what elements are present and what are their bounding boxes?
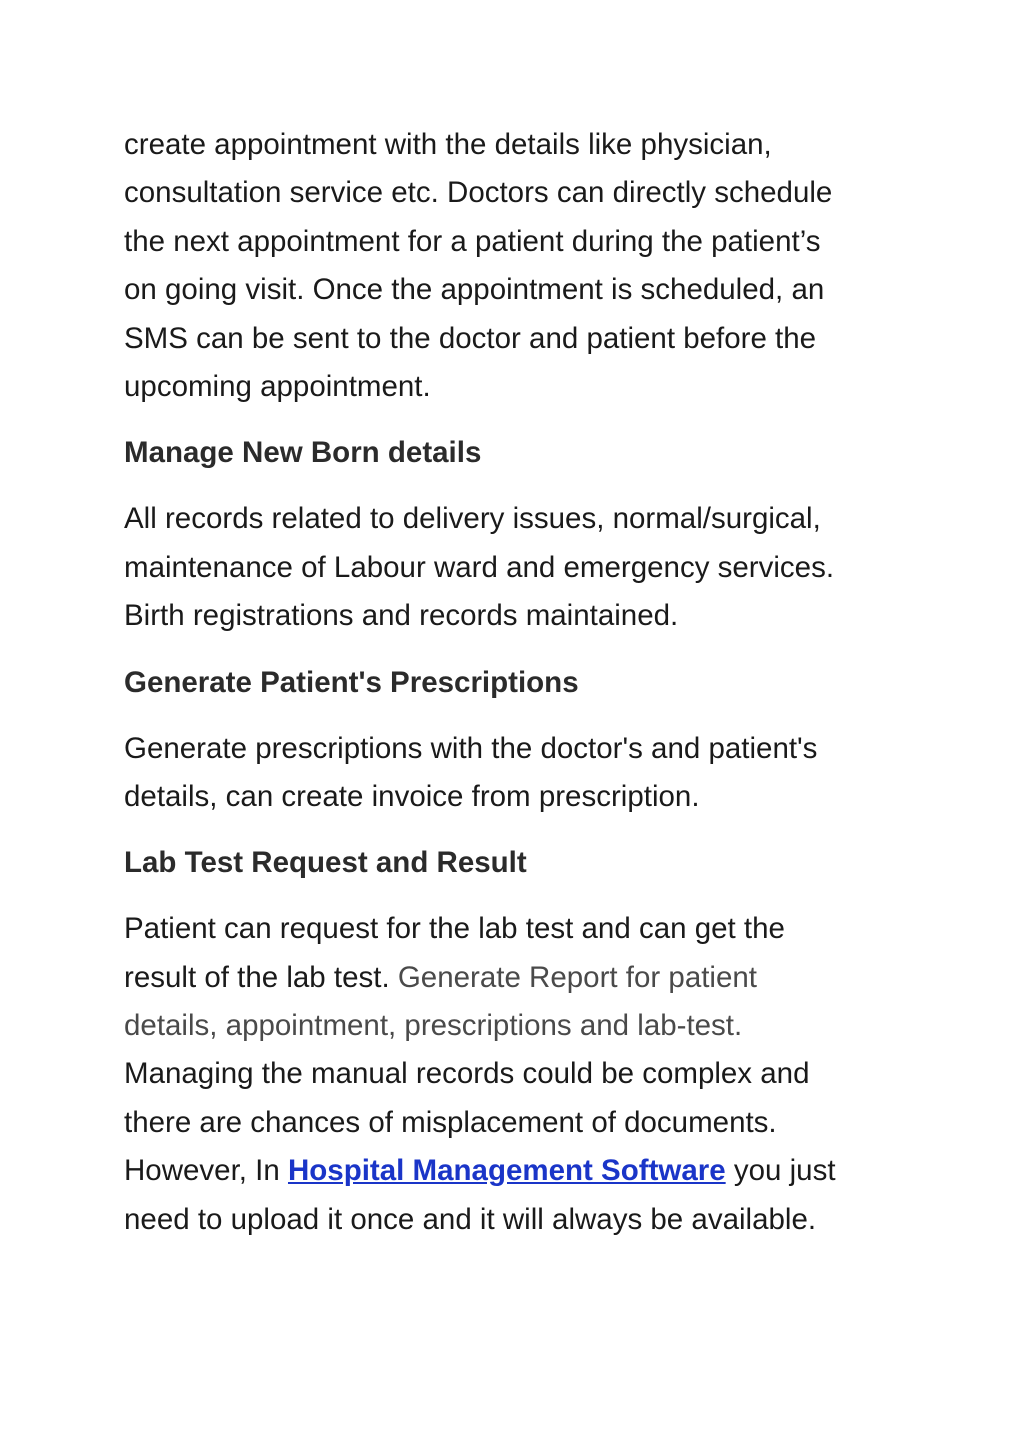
section-heading-newborn: Manage New Born details [124,436,482,470]
paragraph-line: Generate prescriptions with the doctor's and patient's [124,731,818,765]
paragraph-line: details, appointment, prescriptions and lab-test. [124,1009,743,1043]
paragraph-line [124,1147,924,1195]
section-heading-prescriptions: Generate Patient's Prescriptions [124,665,579,699]
section-heading-labtest: Lab Test Request and Result [124,846,527,880]
paragraph-line: All records related to delivery issues, normal/surgical, [124,502,821,536]
text-run: However, In [124,1154,280,1188]
paragraph-line: SMS can be sent to the doctor and patient before the [124,321,817,355]
paragraph-line: Birth registrations and records maintained. [124,599,679,633]
hospital-management-software-link[interactable]: Hospital Management Software [287,1154,726,1188]
prescriptions-paragraph [124,725,924,822]
paragraph-line: there are chances of misplacement of documents. [124,1105,777,1139]
text-run: result of the lab test. [124,960,390,994]
paragraph-line: upcoming appointment. [124,369,431,403]
paragraph-line: maintenance of Labour ward and emergency services. [124,550,835,584]
newborn-paragraph [124,495,924,640]
paragraph-line: the next appointment for a patient during the patient’s [124,224,821,258]
labtest-paragraph [124,905,924,1244]
paragraph-line: Patient can request for the lab test and can get the [124,912,785,946]
text-run-muted: Generate Report for patient [397,960,757,994]
intro-paragraph [124,121,924,411]
text-run: you just [733,1154,836,1188]
document-page [124,121,924,1244]
paragraph-line: consultation service etc. Doctors can directly schedule [124,176,833,210]
paragraph-line: need to upload it once and it will always be available. [124,1202,817,1236]
paragraph-line: create appointment with the details like physician, [124,128,772,161]
paragraph-line [124,954,924,1002]
paragraph-line: details, can create invoice from prescription. [124,779,700,813]
paragraph-line: on going visit. Once the appointment is scheduled, an [124,273,825,307]
paragraph-line: Managing the manual records could be complex and [124,1057,810,1091]
